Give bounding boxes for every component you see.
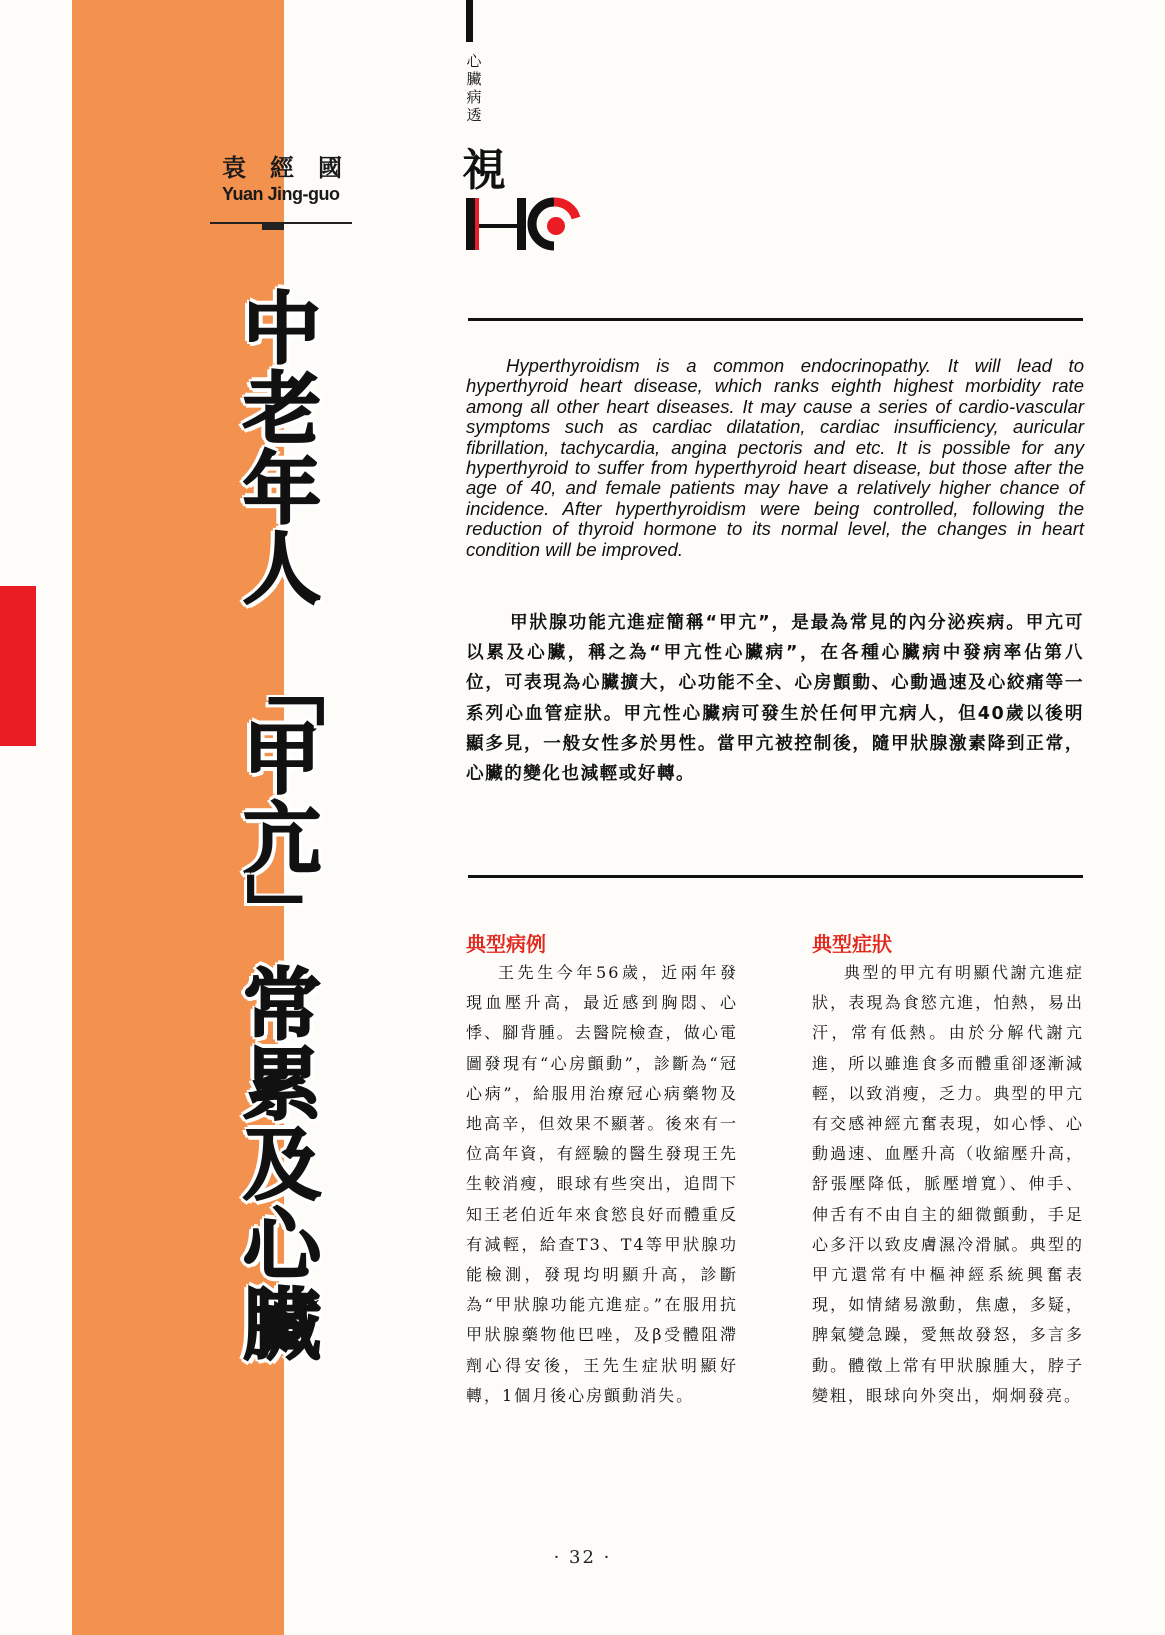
title-char: 臟 (242, 1281, 321, 1371)
hc-logo-text: HC (466, 196, 468, 197)
section-heading-case: 典型病例 (466, 932, 546, 956)
title-char: 人 (242, 525, 321, 615)
page-number: · 32 · (553, 1547, 612, 1568)
title-bracket-close: 」 (237, 873, 327, 952)
author-name-english: Yuan Jing-guo (222, 184, 340, 204)
article-title (232, 285, 332, 1450)
title-char: 亢 (242, 795, 321, 885)
title-char: 常 (242, 961, 321, 1051)
hc-logo-h-left-stem (466, 198, 475, 250)
hc-logo-h-right-stem (517, 198, 526, 250)
title-char: 老 (242, 365, 321, 455)
section-heading-symptoms: 典型症狀 (812, 932, 892, 956)
column-logo-bar (466, 0, 473, 42)
hc-logo-c-dot (547, 217, 565, 235)
chinese-lead-paragraph: 甲狀腺功能亢進症簡稱“甲亢”，是最為常見的內分泌疾病。甲亢可以累及心臟，稱之為“甲亢性心臟病”，在各種心臟病中發病率佔第八位，可表現為心臟擴大，心功能不全、心房顫動、心動過速及心絞痛等一系列心血管症狀。甲亢性心臟病可發生於任何甲亢病人，但40歲以後明顯多見，一般女性多於男性。當甲亢被控制後，隨甲狀腺激素降到正常，心臟的變化也減輕或好轉。 (466, 613, 1084, 785)
title-bracket-open: 「 (237, 647, 327, 726)
section-body-case: 王先生今年56歲，近兩年發現血壓升高，最近感到胸悶、心悸、腳背腫。去醫院檢查，做心電圖發現有“心房顫動”，診斷為“冠心病”，給服用治療冠心病藥物及地高辛，但效果不顯著。後來有一位高年資，有經驗的醫生發現王先生較消瘦，眼球有些突出，追問下知王老伯近年來食慾良好而體重反有減輕，給查T3、T4等甲狀腺功能檢測，發現均明顯升高，診斷為“甲狀腺功能亢進症。”在服用抗甲狀腺藥物他巴唑，及β受體阻滯劑心得安後，王先生症狀明顯好轉，1個月後心房顫動消失。 (466, 963, 738, 1405)
title-char: 心 (242, 1201, 321, 1291)
title-char: 甲 (242, 715, 321, 805)
title-char: 累 (242, 1041, 321, 1131)
author-underline-tick (262, 224, 284, 230)
title-char: 及 (242, 1121, 321, 1211)
title-char: 年 (242, 445, 321, 535)
middle-rule (468, 875, 1083, 878)
top-rule (468, 318, 1083, 321)
column-label: 心臟病透 (466, 52, 482, 124)
title-char: 中 (242, 285, 321, 375)
hc-logo (466, 196, 590, 254)
column-label-big-char: 視 (462, 145, 506, 196)
hc-logo-c-red (554, 202, 576, 218)
section-body-symptoms: 典型的甲亢有明顯代謝亢進症狀，表現為食慾亢進，怕熱，易出汗，常有低熱。由於分解代謝亢進，所以雖進食多而體重卻逐漸減輕，以致消瘦，乏力。典型的甲亢有交感神經亢奮表現，如心悸、心動過速、血壓升高（收縮壓升高，舒張壓降低，脈壓增寬）、伸手、伸舌有不由自主的細微顫動，手足心多汗以致皮膚濕冷滑膩。典型的甲亢還常有中樞神經系統興奮表現，如情緒易激動，焦慮，多疑，脾氣變急躁，愛無故發怒，多言多動。體徵上常有甲狀腺腫大，脖子變粗，眼球向外突出，炯炯發亮。 (812, 963, 1084, 1405)
hc-logo-h-left-red (475, 198, 479, 250)
english-abstract: Hyperthyroidism is a common endocrinopathy. It will lead to hyperthyroid heart disease, which ranks eighth highest morbidity rate among all other heart diseases. It may cause a series of cardio-vascular symptoms such as cardiac dilatation, cardiac insufficiency, auricular fibrillation, tachycardia, angina pectoris and etc. It is possible for any hyperthyroid to suffer from hyperthyroid heart disease, but those after the age of 40, and female patients may have a relatively higher chance of incidence. After hyperthyroidism were being controlled, following the reduction of thyroid hormone to its normal level, the changes in heart condition will be improved. (466, 355, 1084, 560)
author-name-chinese: 袁經國 (222, 154, 366, 182)
red-edge-tab (0, 586, 36, 746)
hc-logo-h-bar (479, 224, 517, 228)
